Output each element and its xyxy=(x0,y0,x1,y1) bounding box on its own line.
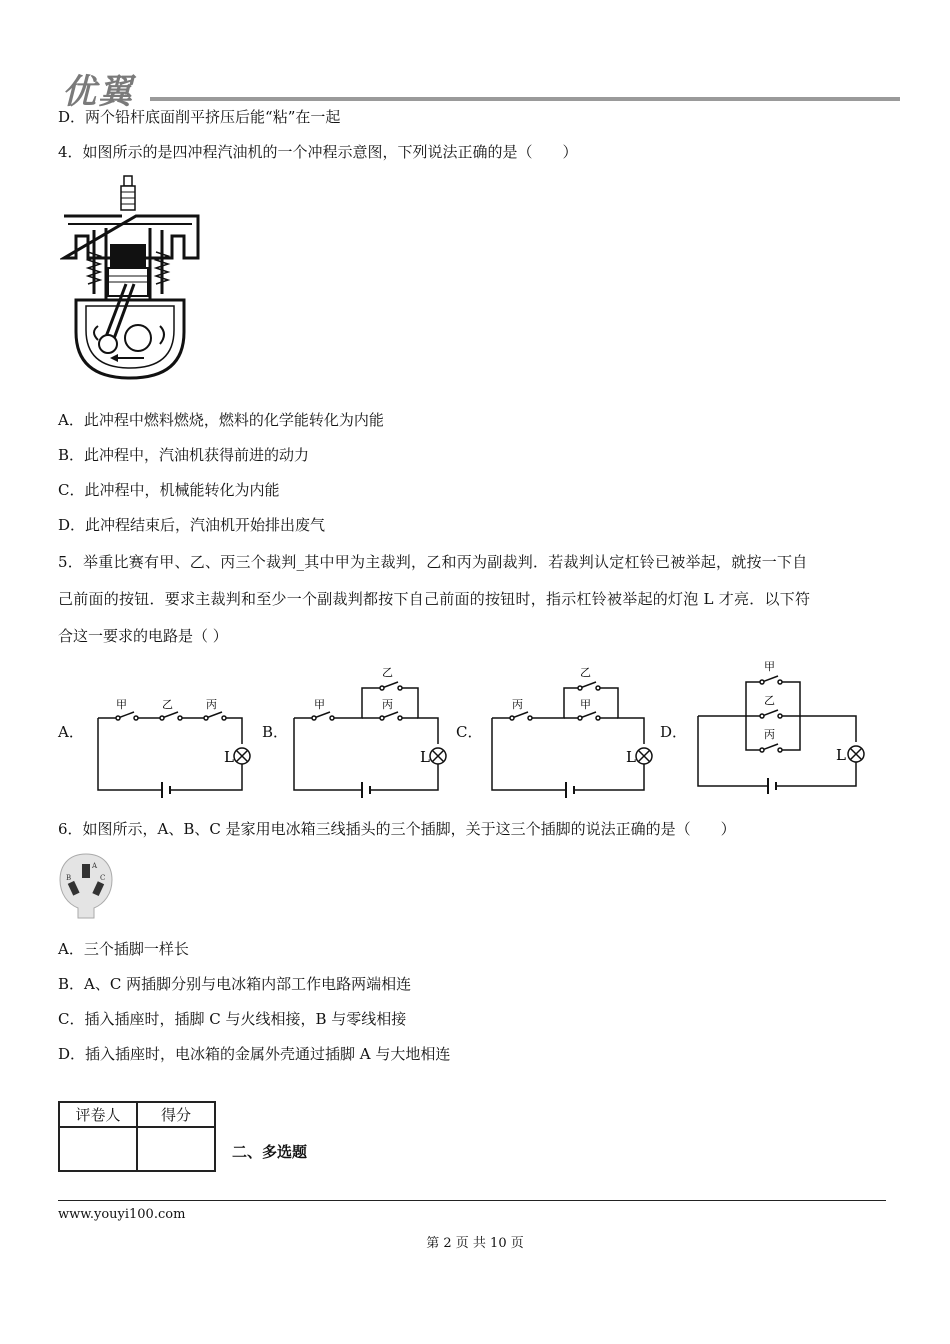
q3-option-d: D．两个铅杆底面削平挤压后能“粘”在一起 xyxy=(58,108,341,126)
grader-header: 评卷人 xyxy=(59,1102,137,1127)
section-title: 二、多选题 xyxy=(232,1143,308,1161)
q6-stem: 6．如图所示，A、B、C 是家用电冰箱三线插头的三个插脚，关于这三个插脚的说法正确的是（ ） xyxy=(58,820,736,838)
switch-label: 丙 xyxy=(512,698,523,711)
circuit-c xyxy=(484,660,664,810)
score-cell[interactable] xyxy=(137,1127,215,1171)
q5-stem-line-2: 己前面的按钮．要求主裁判和至少一个副裁判都按下自己前面的按钮时，指示杠铃被举起的灯泡 L 才亮．以下符 xyxy=(58,590,811,608)
plug-label-b: B xyxy=(66,874,72,882)
switch-label: 甲 xyxy=(116,698,127,711)
q5-stem-line-1: 5．举重比赛有甲、乙、丙三个裁判_其中甲为主裁判，乙和丙为副裁判．若裁判认定杠铃已被举起，就按一下自 xyxy=(58,553,808,571)
q4-stem: 4．如图所示的是四冲程汽油机的一个冲程示意图，下列说法正确的是（ ） xyxy=(58,143,578,161)
lamp-label: L xyxy=(626,748,636,766)
q5-label-a: A． xyxy=(58,723,84,741)
switch-label: 丙 xyxy=(764,728,775,741)
circuit-d xyxy=(690,656,880,806)
plug-label-c: C xyxy=(100,874,106,882)
q4-option-b: B．此冲程中，汽油机获得前进的动力 xyxy=(58,446,310,464)
circuit-b xyxy=(286,660,466,810)
score-header: 得分 xyxy=(137,1102,215,1127)
switch-label: 甲 xyxy=(764,660,775,673)
q5-label-b: B． xyxy=(262,723,289,741)
score-table xyxy=(58,1101,216,1172)
switch-label: 乙 xyxy=(580,666,591,679)
lamp-label: L xyxy=(836,746,846,764)
lamp-label: L xyxy=(224,748,234,766)
switch-label: 甲 xyxy=(314,698,325,711)
logo: 优翼 xyxy=(62,72,134,112)
q4-option-c: C．此冲程中，机械能转化为内能 xyxy=(58,481,280,499)
q4-option-a: A．此冲程中燃料燃烧，燃料的化学能转化为内能 xyxy=(58,411,384,429)
circuit-a xyxy=(90,690,270,810)
switch-label: 乙 xyxy=(162,698,173,711)
grader-cell[interactable] xyxy=(59,1127,137,1171)
q6-option-c: C．插入插座时，插脚 C 与火线相接，B 与零线相接 xyxy=(58,1010,407,1028)
footer-rule xyxy=(58,1200,886,1201)
q5-stem-line-3: 合这一要求的电路是（ ） xyxy=(58,627,228,645)
switch-label: 丙 xyxy=(206,698,217,711)
engine-stroke-diagram xyxy=(60,172,200,387)
page-number: 第 2 页 共 10 页 xyxy=(426,1236,524,1251)
footer-url[interactable]: www.youyi100.com xyxy=(58,1207,186,1222)
q4-option-d: D．此冲程结束后，汽油机开始排出废气 xyxy=(58,516,326,534)
q5-label-d: D． xyxy=(660,723,688,741)
switch-label: 乙 xyxy=(382,666,393,679)
q6-option-b: B．A、C 两插脚分别与电冰箱内部工作电路两端相连 xyxy=(58,975,412,993)
lamp-label: L xyxy=(420,748,430,766)
plug-label-a: A xyxy=(92,862,98,870)
q5-label-c: C． xyxy=(456,723,483,741)
q6-option-a: A．三个插脚一样长 xyxy=(58,940,189,958)
three-prong-plug-image xyxy=(58,852,114,924)
switch-label: 丙 xyxy=(382,698,393,711)
header-rule xyxy=(150,97,900,101)
switch-label: 甲 xyxy=(580,698,591,711)
switch-label: 乙 xyxy=(764,694,775,707)
q6-option-d: D．插入插座时，电冰箱的金属外壳通过插脚 A 与大地相连 xyxy=(58,1045,451,1063)
